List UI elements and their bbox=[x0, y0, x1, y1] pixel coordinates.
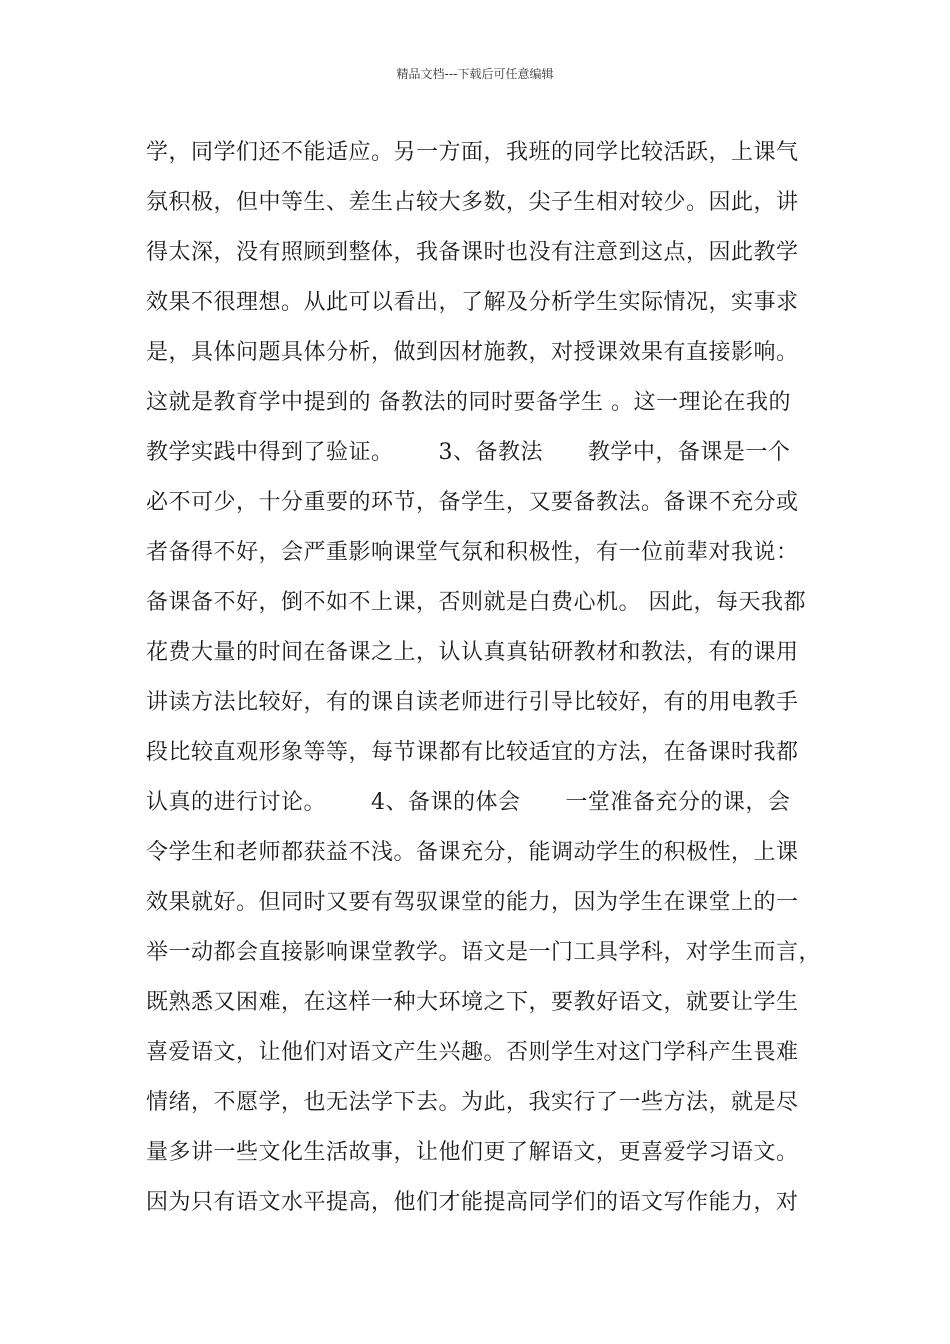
body-line: 学，同学们还不能适应。另一方面，我班的同学比较活跃，上课气 bbox=[146, 140, 799, 165]
body-line: 教学实践中得到了验证。 3、备教法 教学中，备课是一个 bbox=[146, 440, 791, 465]
body-line: 量多讲一些文化生活故事，让他们更了解语文，更喜爱学习语文。 bbox=[146, 1140, 799, 1165]
body-line: 段比较直观形象等等，每节课都有比较适宜的方法，在备课时我都 bbox=[146, 740, 799, 765]
page-header: 精品文档---下载后可任意编辑 bbox=[396, 67, 554, 81]
body-line: 认真的进行讨论。 4、备课的体会 一堂准备充分的课，会 bbox=[146, 790, 791, 815]
body-line: 效果不很理想。从此可以看出，了解及分析学生实际情况，实事求 bbox=[146, 290, 799, 315]
body-line: 效果就好。但同时又要有驾驭课堂的能力，因为学生在课堂上的一 bbox=[146, 890, 799, 915]
body-line: 情绪，不愿学，也无法学下去。为此，我实行了一些方法，就是尽 bbox=[146, 1090, 799, 1115]
body-line: 者备得不好，会严重影响课堂气氛和积极性，有一位前辈对我说： bbox=[146, 540, 799, 565]
body-line: 既熟悉又困难，在这样一种大环境之下，要教好语文，就要让学生 bbox=[146, 990, 799, 1015]
body-line: 举一动都会直接影响课堂教学。语文是一门工具学科，对学生而言， bbox=[146, 940, 822, 965]
body-line: 备课备不好，倒不如不上课，否则就是白费心机。 因此，每天我都 bbox=[146, 590, 806, 615]
body-line: 讲读方法比较好，有的课自读老师进行引导比较好，有的用电教手 bbox=[146, 690, 799, 715]
body-line: 喜爱语文，让他们对语文产生兴趣。否则学生对这门学科产生畏难 bbox=[146, 1040, 799, 1065]
document-body bbox=[146, 128, 826, 1228]
body-line: 令学生和老师都获益不浅。备课充分，能调动学生的积极性，上课 bbox=[146, 840, 799, 865]
body-line: 必不可少，十分重要的环节，备学生，又要备教法。备课不充分或 bbox=[146, 490, 799, 515]
body-line: 这就是教育学中提到的 备教法的同时要备学生 。这一理论在我的 bbox=[146, 390, 791, 415]
body-line: 氛积极，但中等生、差生占较大多数，尖子生相对较少。因此，讲 bbox=[146, 190, 799, 215]
body-line: 花费大量的时间在备课之上，认认真真钻研教材和教法，有的课用 bbox=[146, 640, 799, 665]
body-line: 因为只有语文水平提高，他们才能提高同学们的语文写作能力，对 bbox=[146, 1190, 799, 1215]
body-line: 是，具体问题具体分析，做到因材施教，对授课效果有直接影响。 bbox=[146, 340, 799, 365]
body-line: 得太深，没有照顾到整体，我备课时也没有注意到这点，因此教学 bbox=[146, 240, 799, 265]
